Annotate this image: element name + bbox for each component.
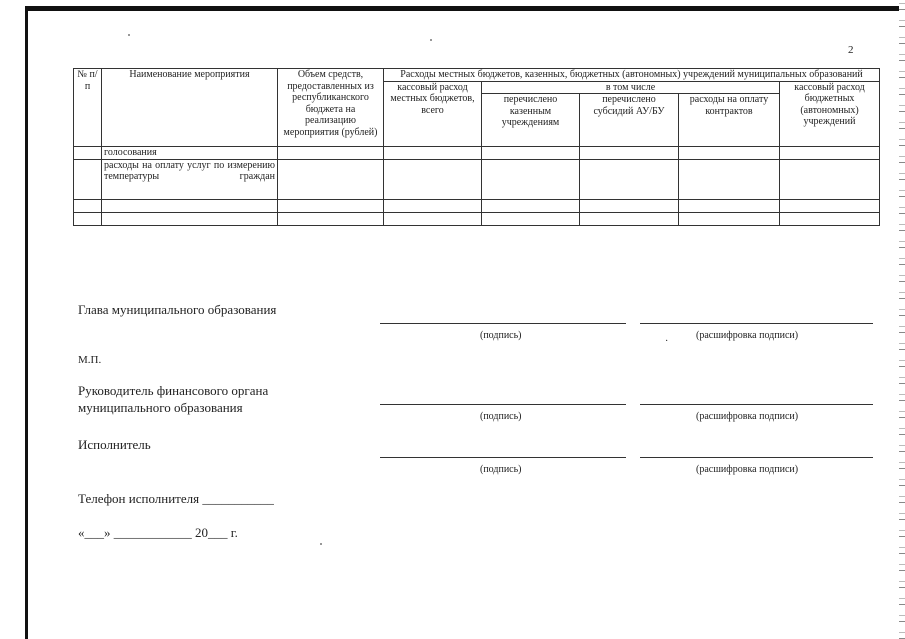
row-name: расходы на оплату услуг по измерению температуры граждан — [102, 159, 278, 199]
signature-hint: (подпись) — [480, 330, 522, 341]
row-name: голосования — [102, 147, 278, 160]
decode-line — [640, 323, 873, 324]
table-row — [74, 147, 880, 160]
table-row — [74, 212, 880, 225]
finance-title-line1: Руководитель финансового органа — [78, 383, 269, 398]
decode-line — [640, 404, 873, 405]
signature-line — [380, 323, 626, 324]
scan-speck — [128, 34, 130, 36]
executor-title: Исполнитель — [78, 437, 151, 452]
signature-hint: (подпись) — [480, 464, 522, 475]
head-title: Глава муниципального образования — [78, 302, 277, 317]
header-volume: Объем средств, предоставленных из республиканского бюджета на реализацию мероприятия (рублей) — [278, 69, 384, 147]
header-cash-local: кассовый расход местных бюджетов, всего — [384, 81, 482, 147]
header-row-1 — [74, 69, 880, 82]
row-name — [102, 199, 278, 212]
decode-line — [640, 457, 873, 458]
header-contract-payments: расходы на оплату контрактов — [679, 94, 780, 147]
header-to-state-institutions: перечислено казенным учреждениям — [482, 94, 580, 147]
scan-edge-right — [899, 0, 905, 639]
decode-hint: (расшифровка подписи) — [696, 464, 799, 475]
signature-line — [380, 404, 626, 405]
scan-border-top — [25, 6, 905, 11]
stamp-label: М.П. — [78, 354, 102, 366]
scan-speck — [320, 543, 322, 545]
executor-phone: Телефон исполнителя ___________ — [78, 491, 274, 506]
page-number: 2 — [848, 44, 854, 56]
decode-hint: (расшифровка подписи) — [696, 411, 799, 422]
table-row — [74, 159, 880, 199]
finance-title-line2: муниципального образования — [78, 400, 243, 415]
decode-hint: (расшифровка подписи) — [696, 330, 799, 341]
header-including: в том числе — [482, 81, 780, 94]
header-name: Наименование мероприятия — [102, 69, 278, 147]
scan-border-left — [25, 6, 28, 639]
table-row — [74, 199, 880, 212]
header-subsidies: перечислено субсидий АУ/БУ — [580, 94, 679, 147]
header-num: № п/п — [74, 69, 102, 147]
date-line: «___» ____________ 20___ г. — [78, 525, 238, 540]
report-table — [73, 68, 880, 226]
row-name — [102, 212, 278, 225]
signature-line — [380, 457, 626, 458]
signature-hint: (подпись) — [480, 411, 522, 422]
header-cash-institutions: кассовый расход бюджетных (автономных) учреждений — [780, 81, 880, 147]
stray-dot: · — [665, 336, 669, 347]
header-expenses-group: Расходы местных бюджетов, казенных, бюджетных (автономных) учреждений муниципальных образований — [384, 69, 880, 82]
scan-speck — [430, 39, 432, 41]
